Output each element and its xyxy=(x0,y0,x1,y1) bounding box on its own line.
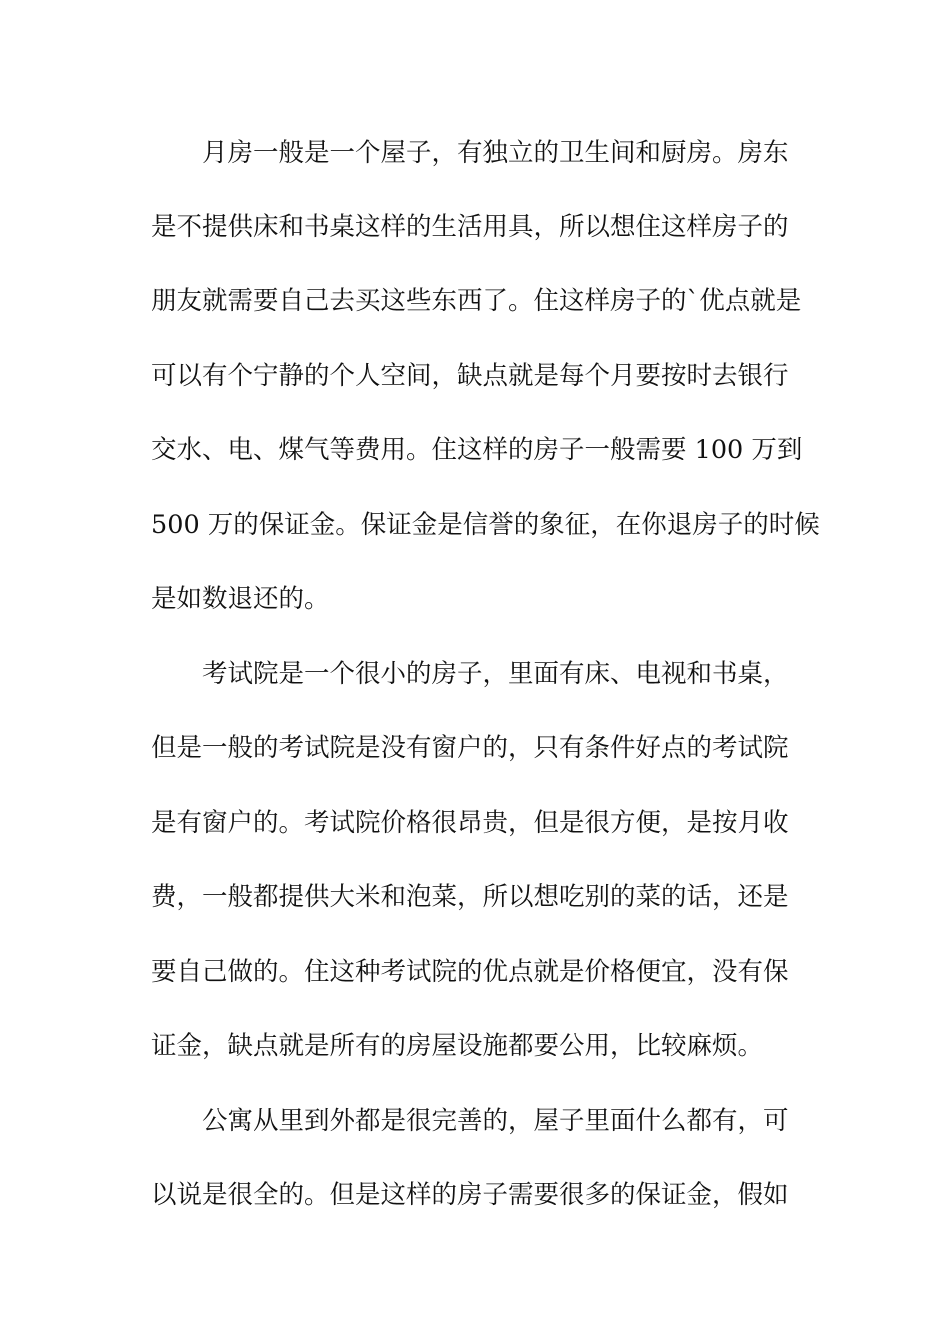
paragraph-2-line-2: 但是一般的考试院是没有窗户的，只有条件好点的考试院 xyxy=(151,733,789,763)
paragraph-1-line-3: 朋友就需要自己去买这些东西了。住这样房子的`优点就是 xyxy=(151,286,802,316)
paragraph-1-line-4: 可以有个宁静的个人空间，缺点就是每个月要按时去银行 xyxy=(151,361,789,391)
paragraph-2-line-5: 要自己做的。住这种考试院的优点就是价格便宜，没有保 xyxy=(151,957,789,987)
paragraph-1-line-5: 交水、电、煤气等费用。住这样的房子一般需要 100 万到 xyxy=(151,435,803,465)
paragraph-2-line-6: 证金，缺点就是所有的房屋设施都要公用，比较麻烦。 xyxy=(151,1031,764,1061)
paragraph-3-line-1: 公寓从里到外都是很完善的，屋子里面什么都有，可 xyxy=(202,1106,789,1136)
paragraph-3-line-2: 以说是很全的。但是这样的房子需要很多的保证金，假如 xyxy=(151,1180,789,1210)
paragraph-2-line-4: 费，一般都提供大米和泡菜，所以想吃别的菜的话，还是 xyxy=(151,882,789,912)
paragraph-1-line-6: 500 万的保证金。保证金是信誉的象征，在你退房子的时候 xyxy=(151,510,820,540)
paragraph-1-line-1: 月房一般是一个屋子，有独立的卫生间和厨房。房东 xyxy=(202,138,789,168)
paragraph-1-line-2: 是不提供床和书桌这样的生活用具，所以想住这样房子的 xyxy=(151,212,789,242)
paragraph-2-line-1: 考试院是一个很小的房子，里面有床、电视和书桌， xyxy=(202,659,789,689)
paragraph-1-line-7: 是如数退还的。 xyxy=(151,584,330,614)
paragraph-2-line-3: 是有窗户的。考试院价格很昂贵，但是很方便，是按月收 xyxy=(151,808,789,838)
